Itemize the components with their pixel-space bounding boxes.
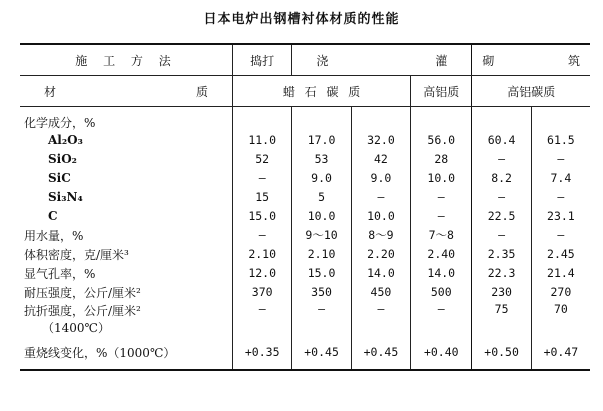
cell-value: 14.0: [411, 264, 472, 283]
cell-value: 32.0: [351, 131, 410, 150]
cell-value: —: [531, 150, 590, 169]
cell-value: +0.45: [292, 336, 351, 370]
cell-value: 11.0: [233, 131, 292, 150]
row-label-text: 用水量，%: [24, 228, 84, 243]
cell-value: 23.1: [531, 207, 590, 226]
cell-value: 22.5: [472, 207, 531, 226]
cell-value: 8.2: [472, 169, 531, 188]
method-masonry-a: 砌: [482, 53, 495, 68]
cell-value: —: [292, 302, 351, 336]
cell-value: —: [351, 188, 410, 207]
cell-value: —: [351, 302, 410, 336]
cell-value: 14.0: [351, 264, 410, 283]
row-label: [20, 169, 233, 188]
cell-value: [472, 107, 531, 131]
row-label: [20, 302, 233, 336]
cell-value: 12.0: [233, 264, 292, 283]
cell-value: 370: [233, 283, 292, 302]
table-row: [20, 336, 590, 370]
table-row: [20, 169, 590, 188]
method-masonry: [472, 44, 590, 76]
cell-value: 22.3: [472, 264, 531, 283]
method-casting: [292, 44, 472, 76]
method-casting-b: 灌: [435, 53, 448, 68]
cell-value: 9.0: [351, 169, 410, 188]
row-label-text: 抗折强度，公斤/厘米²: [24, 303, 141, 318]
cell-value: —: [411, 207, 472, 226]
table-row: [20, 302, 590, 336]
row-label-text: 重烧线变化，%（1000℃）: [24, 345, 176, 360]
row-label-text: 化学成分，%: [24, 115, 96, 130]
row-label: [20, 207, 233, 226]
cell-value: 52: [233, 150, 292, 169]
header-row-method: [20, 44, 590, 76]
cell-value: —: [411, 302, 472, 336]
table-title: 日本电炉出钢槽衬体材质的性能: [203, 12, 400, 27]
cell-value: 450: [351, 283, 410, 302]
cell-value: 500: [411, 283, 472, 302]
cell-value: 28: [411, 150, 472, 169]
cell-value: —: [472, 150, 531, 169]
material-pyrophyllite-carbon: 蜡 石 碳 质: [233, 76, 411, 107]
cell-value: 17.0: [292, 131, 351, 150]
table-row: [20, 131, 590, 150]
table-row: [20, 264, 590, 283]
row-label: [20, 107, 233, 131]
table-row: [20, 245, 590, 264]
cell-value: 2.45: [531, 245, 590, 264]
row-label: [20, 336, 233, 370]
method-masonry-b: 筑: [567, 53, 580, 68]
cell-value: 7～8: [411, 226, 472, 245]
cell-value: 56.0: [411, 131, 472, 150]
cell-value: 270: [531, 283, 590, 302]
table-row: [20, 150, 590, 169]
row-label: [20, 245, 233, 264]
cell-value: 60.4: [472, 131, 531, 150]
table-row: [20, 188, 590, 207]
material-high-alumina: 高铝质: [411, 76, 472, 107]
cell-value: 8～9: [351, 226, 410, 245]
cell-value: 350: [292, 283, 351, 302]
row-label: [20, 131, 233, 150]
table-row: [20, 207, 590, 226]
cell-value: +0.50: [472, 336, 531, 370]
cell-value: 2.10: [292, 245, 351, 264]
cell-value: 15.0: [292, 264, 351, 283]
cell-value: —: [233, 226, 292, 245]
row-label-text: Si₃N₄: [48, 190, 83, 204]
cell-value: [411, 107, 472, 131]
row-label: [20, 283, 233, 302]
row-label-text: 显气孔率，%: [24, 266, 96, 281]
method-ramming: 捣打: [233, 44, 292, 76]
cell-value: 2.35: [472, 245, 531, 264]
cell-value: 2.20: [351, 245, 410, 264]
material-high-alumina-carbon: 高铝碳质: [472, 76, 590, 107]
cell-value: 9～10: [292, 226, 351, 245]
row-label-text: 耐压强度，公斤/厘米²: [24, 285, 141, 300]
cell-value: 10.0: [351, 207, 410, 226]
cell-value: —: [472, 226, 531, 245]
cell-value: —: [411, 188, 472, 207]
cell-value: 15: [233, 188, 292, 207]
row-label-text: SiC: [48, 171, 71, 185]
method-casting-a: 浇: [316, 53, 329, 68]
cell-value: —: [233, 169, 292, 188]
cell-value: [233, 107, 292, 131]
row-label: [20, 188, 233, 207]
cell-value: —: [531, 226, 590, 245]
cell-value: 5: [292, 188, 351, 207]
cell-value: 230: [472, 283, 531, 302]
cell-value: 70: [531, 302, 590, 336]
cell-value: [351, 107, 410, 131]
cell-value: [531, 107, 590, 131]
cell-value: —: [472, 188, 531, 207]
cell-value: +0.47: [531, 336, 590, 370]
cell-value: 42: [351, 150, 410, 169]
properties-table: [20, 43, 590, 371]
cell-value: 61.5: [531, 131, 590, 150]
cell-value: 10.0: [411, 169, 472, 188]
method-label: 施 工 方 法: [20, 44, 233, 76]
cell-value: 53: [292, 150, 351, 169]
cell-value: 10.0: [292, 207, 351, 226]
row-label-text: Al₂O₃: [48, 133, 83, 147]
cell-value: 21.4: [531, 264, 590, 283]
material-label-b: 质: [195, 84, 208, 99]
cell-value: 2.10: [233, 245, 292, 264]
table-row: [20, 283, 590, 302]
row-label-text: SiO₂: [48, 152, 77, 166]
row-label-text: 体积密度，克/厘米³: [24, 247, 129, 262]
cell-value: +0.40: [411, 336, 472, 370]
cell-value: 2.40: [411, 245, 472, 264]
material-label-a: 材: [44, 84, 57, 99]
row-label: [20, 264, 233, 283]
cell-value: —: [531, 188, 590, 207]
table-row: [20, 107, 590, 131]
table-row: [20, 226, 590, 245]
cell-value: 9.0: [292, 169, 351, 188]
cell-value: +0.35: [233, 336, 292, 370]
cell-value: 7.4: [531, 169, 590, 188]
row-label-text: C: [48, 209, 58, 223]
material-label: [20, 76, 233, 107]
row-label-note: （1400℃）: [42, 320, 110, 335]
cell-value: +0.45: [351, 336, 410, 370]
cell-value: [292, 107, 351, 131]
cell-value: —: [233, 302, 292, 336]
row-label: [20, 226, 233, 245]
header-row-material: [20, 76, 590, 107]
cell-value: 15.0: [233, 207, 292, 226]
row-label: [20, 150, 233, 169]
cell-value: 75: [472, 302, 531, 336]
